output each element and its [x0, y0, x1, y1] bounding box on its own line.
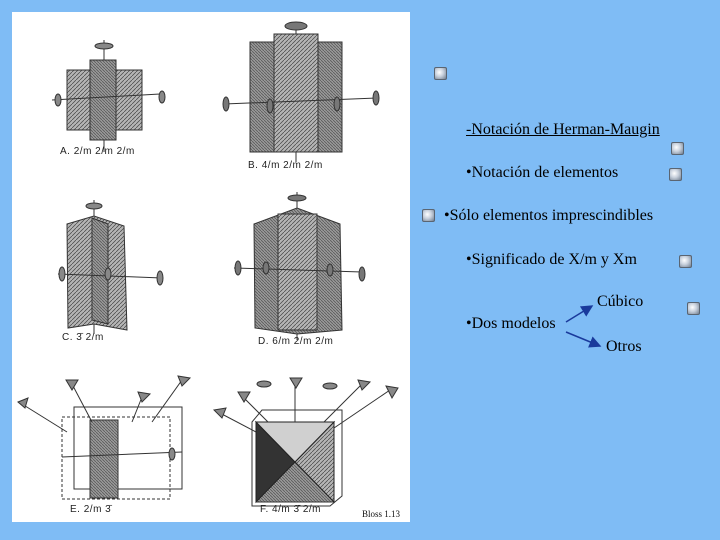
bullet-significado: •Significado de X/m y Xm — [466, 251, 637, 268]
title-text[interactable]: -Notación de Herman-Maugin — [466, 121, 660, 138]
arrow-to-cubico — [566, 306, 592, 322]
bullet-elementos-imprescindibles: •Sólo elementos imprescindibles — [444, 207, 654, 224]
label-diagram-c: C. 3̄ 2/m — [62, 332, 104, 343]
bullet-notacion-elementos: •Notación de elementos — [466, 164, 619, 181]
label-diagram-a: A. 2/m 2/m 2/m — [60, 146, 135, 157]
model-cubico: Cúbico — [597, 293, 644, 310]
arrow-to-otros — [566, 332, 600, 346]
label-diagram-b: B. 4/m 2/m 2/m — [248, 160, 323, 171]
figure-source: Bloss 1.13 — [362, 509, 401, 519]
label-diagram-d: D. 6/m 2/m 2/m — [258, 336, 334, 347]
label-diagram-e: E. 2/m 3̄ — [70, 504, 112, 515]
model-otros: Otros — [606, 338, 642, 355]
label-diagram-f: F. 4/m 3̄ 2/m — [260, 504, 322, 515]
bullet-dos-modelos: •Dos modelos — [466, 315, 556, 332]
